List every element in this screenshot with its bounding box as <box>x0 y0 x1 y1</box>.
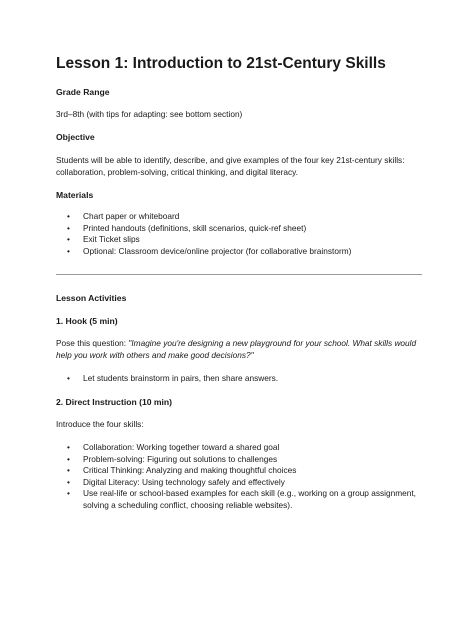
direct-instruction-heading: 2. Direct Instruction (10 min) <box>56 397 173 407</box>
direct-instruction-intro: Introduce the four skills: <box>56 419 144 429</box>
objective-heading: Objective <box>56 132 95 142</box>
list-item: • Chart paper or whiteboard <box>56 211 426 223</box>
grade-range-text: 3rd–8th (with tips for adapting: see bottom section) <box>56 109 243 119</box>
list-item: • Collaboration: Working together toward a shared goal <box>56 442 426 454</box>
lesson-title: Lesson 1: Introduction to 21st-Century Skills <box>56 55 386 72</box>
materials-heading: Materials <box>56 190 94 200</box>
skills-list <box>56 442 426 511</box>
activities-heading: Lesson Activities <box>56 293 127 303</box>
grade-range-heading: Grade Range <box>56 87 110 97</box>
hook-prompt <box>56 338 426 361</box>
list-item: • Critical Thinking: Analyzing and making thoughtful choices <box>56 465 426 477</box>
list-item: • Printed handouts (definitions, skill scenarios, quick-ref sheet) <box>56 223 426 235</box>
hook-list <box>56 373 426 385</box>
hook-intro: Pose this question: <box>56 338 129 348</box>
list-item: • Digital Literacy: Using technology safely and effectively <box>56 477 426 489</box>
list-item: • Use real-life or school-based examples for each skill (e.g., working on a group assignment, solving a scheduling conflict, choosing reliable websites). <box>56 488 426 511</box>
list-item: • Exit Ticket slips <box>56 234 426 246</box>
objective-text: Students will be able to identify, describe, and give examples of the four key 21st-century skills: collaboration, problem-solving, critical thinking, and digital literacy. <box>56 155 405 177</box>
list-item: • Optional: Classroom device/online projector (for collaborative brainstorm) <box>56 246 426 258</box>
hook-question: "Imagine you're designing a new playground for your school. What skills would help you work with others and make good decisions?" <box>56 338 417 360</box>
hook-heading: 1. Hook (5 min) <box>56 316 118 326</box>
section-divider <box>56 274 422 275</box>
materials-list <box>56 211 426 257</box>
list-item: • Let students brainstorm in pairs, then share answers. <box>56 373 426 385</box>
list-item: • Problem-solving: Figuring out solutions to challenges <box>56 454 426 466</box>
